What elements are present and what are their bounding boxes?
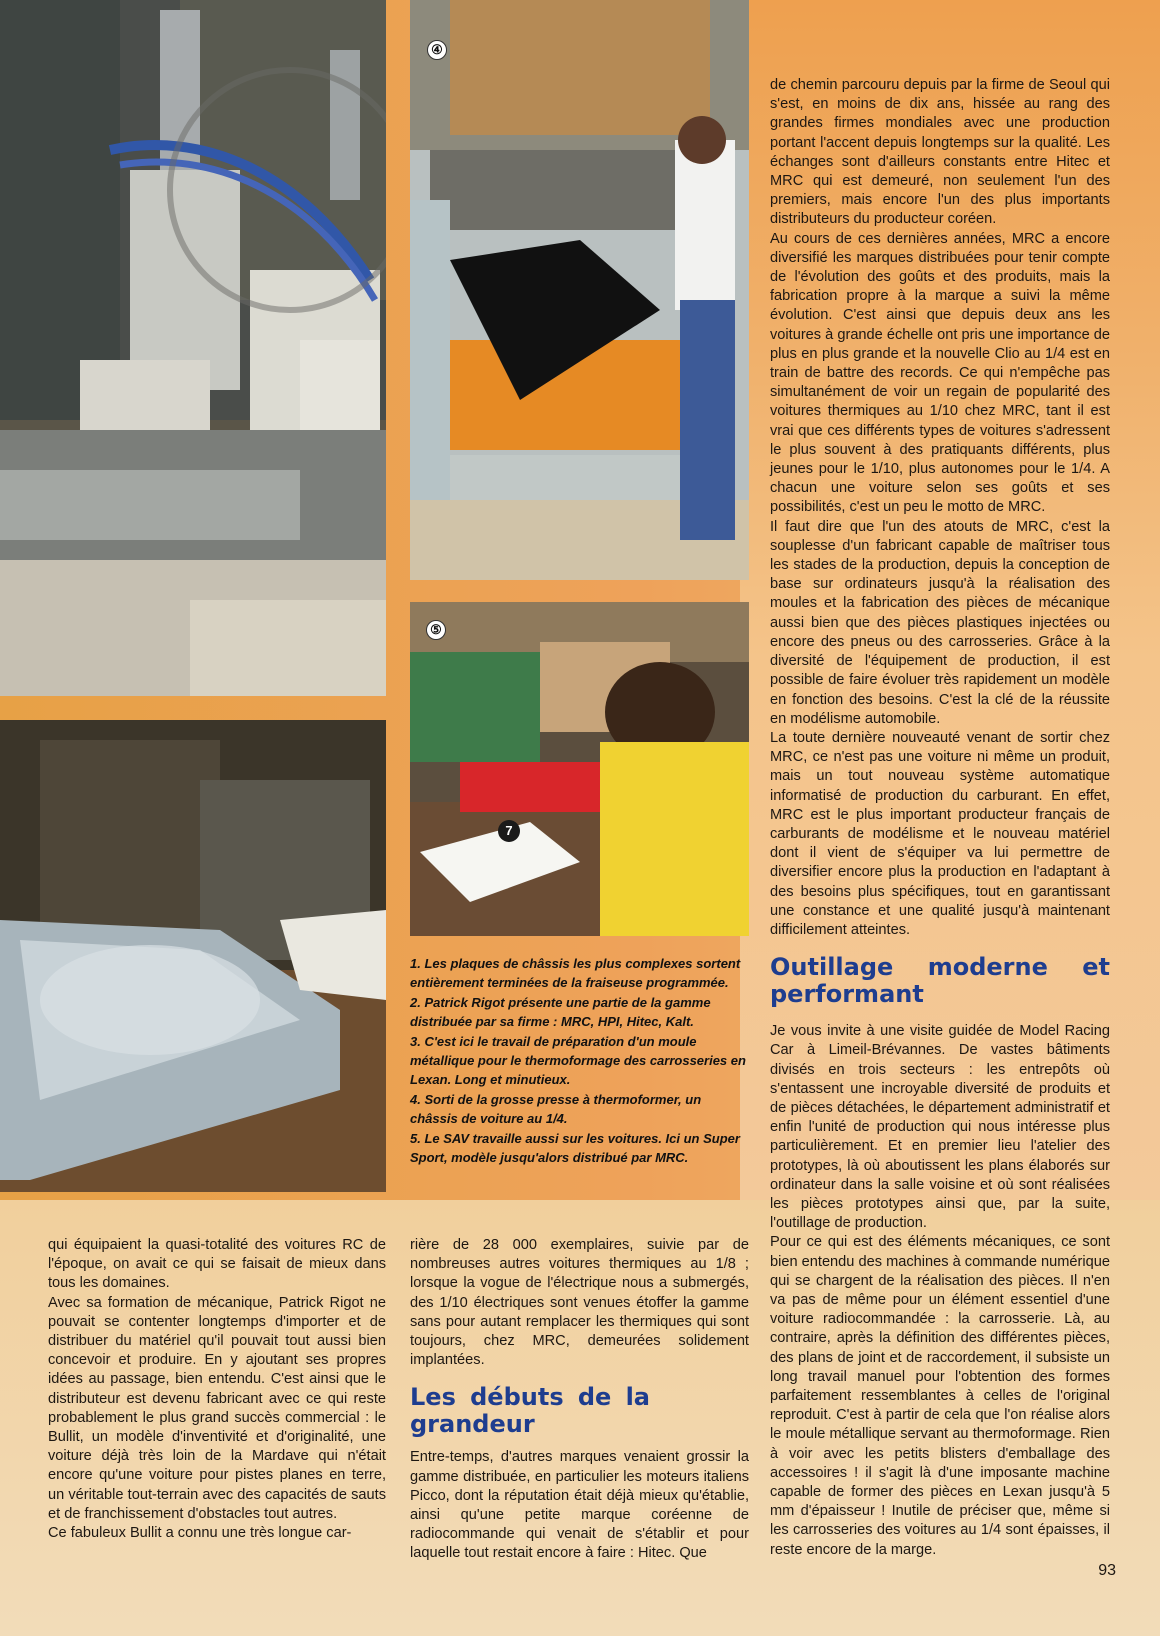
photo-metal-mould	[0, 720, 386, 1192]
paragraph: Pour ce qui est des éléments mécaniques, ce sont bien entendu des machines à commande numérique qui se chargent de la réalisation des pièces. Il n'en va pas de même pour un élément essentiel d'une voiture radiocommandée : la carrosserie. Là, au contraire, après la définition des différentes pièces, des plans de joint et de raccordement, il subsiste un long travail manuel pour l'obtention des formes parfaitement ressemblantes à celles de l'original reproduit. C'est à partir de cela que l'on réalise alors le moule métallique servant au thermoformage. Rien à voir avec les petits blisters d'emballage des accessoires ! il s'agit là d'une imposante machine capable de former des pièces en Lexan jusqu'à 5 mm d'épaisseur ! Inutile de préciser que, même si les carrosseries des voitures au 1/4 sont épaisses, il reste encore de la marge.	[770, 1234, 1110, 1558]
page-number: 93	[1098, 1562, 1116, 1579]
section-heading-outillage: Outillage moderne et performant	[770, 953, 1110, 1009]
caption-1: 1. Les plaques de châssis les plus complexes sortent entièrement terminées de la fraiseuse programmée.	[410, 956, 741, 991]
paragraph: de chemin parcouru depuis par la firme de Seoul qui s'est, en moins de dix ans, hissée au rang des grandes firmes mondiales avec une production portant l'accent depuis longtemps sur la qualité. Les échanges sont d'ailleurs constants entre Hitec et MRC qui est demeuré, non seulement l'un des premiers, mais encore l'un des plus importants distributeurs du producteur coréen.	[770, 77, 1110, 228]
photo-milling-machine	[0, 0, 386, 696]
caption-5: 5. Le SAV travaille aussi sur les voitures. Ici un Super Sport, modèle jusqu'alors distribué par MRC.	[410, 1130, 740, 1166]
section-heading-debuts: Les débuts de la grandeur	[410, 1383, 650, 1439]
paragraph: Entre-temps, d'autres marques venaient grossir la gamme distribuée, en particulier les moteurs italiens Picco, dont la réputation était déjà mieux qu'établie, ainsi qu'une petite marque coréenne de radiocommande qui venait de s'établir et pour laquelle tout restait encore à faire : Hitec. Que	[410, 1449, 749, 1562]
middle-column-text	[410, 1236, 749, 1564]
photo-number-5: ⑤	[426, 620, 446, 640]
paragraph: Il faut dire que l'un des atouts de MRC, c'est la souplesse d'un fabricant capable de maîtriser tous les stades de la production, depuis la conception de base sur ordinateurs jusqu'à la réalisation des moules et la fabrication des pièces de mécanique aussi bien que des pièces plastiques injectées ou encore des pneus ou des carrosseries. Grâce à la diversité de l'équipement de production, il est possible de faire évoluer très rapidement un modèle en fonction des besoins. C'est la clé de la réussite en modélisme automobile.	[770, 518, 1110, 727]
paragraph: rière de 28 000 exemplaires, suivie par de nombreuses autres voitures thermiques au 1/8 ; lorsque la vogue de l'électrique nous a submergés, des 1/10 électriques sont venues étoffer la gamme sans pour autant remplacer les thermiques qui sont toujours, chez MRC, demeurées solidement implantées.	[410, 1237, 749, 1369]
caption-4: 4. Sorti de la grosse presse à thermoformer, un châssis de voiture au 1/4.	[410, 1091, 702, 1127]
photo-number-4: ④	[427, 40, 447, 60]
car-number-7: 7	[498, 820, 520, 842]
paragraph: La toute dernière nouveauté venant de sortir chez MRC, ce n'est pas une voiture ni même un produit, mais un tout nouveau système automatique informatisé de production du carburant. En effet, MRC est le plus important producteur français de carburants de modélisme et le nouveau matériel dont il vient de s'équiper va lui permettre de diversifier encore plus la production en l'adaptant à des besoins plus spécifiques, tout en garantissant une constance et une qualité jusqu'à maintenant difficilement atteintes.	[770, 729, 1110, 938]
left-column-text	[48, 1236, 386, 1543]
paragraph: Au cours de ces dernières années, MRC a encore diversifié les marques distribuées pour tenir compte de l'évolution des goûts et des produits, mais la fabrication propre à la marque a suivi la même évolution. C'est ainsi que depuis deux ans les voitures à grande échelle ont pris une importance de plus en plus grande et la nouvelle Clio au 1/4 est en train de battre des records. Ce qui n'empêche pas simultanément de voir un regain de popularité des voitures thermiques au 1/10 chez MRC, tant il est vrai que ces différents types de voitures s'adressent le plus souvent à des pratiquants différents, plus jeunes pour le 1/10, plus autonomes pour le 1/4. A chacun une voiture selon ses goûts et ses possibilités, c'est un peu le motto de MRC.	[770, 230, 1110, 516]
paragraph: qui équipaient la quasi-totalité des voitures RC de l'époque, on avait ce qui se faisait de mieux dans tous les domaines.	[48, 1237, 386, 1292]
caption-2: 2. Patrick Rigot présente une partie de la gamme distribuée par sa firme : MRC, HPI, Hitec, Kalt.	[410, 994, 711, 1030]
paragraph: Ce fabuleux Bullit a connu une très longue car-	[48, 1525, 352, 1542]
photo-thermoforming-press	[410, 0, 749, 580]
paragraph: Je vous invite à une visite guidée de Model Racing Car à Limeil-Brévannes. De vastes bâtiments divisés en trois secteurs : les entrepôts où s'entassent une incroyable diversité de produits et de pièces détachées, le département administratif et enfin l'unité de production qui nous intéresse plus particulièrement. Et en premier lieu l'atelier des prototypes, là où aboutissent les plans élaborés sur ordinateur dans la salle voisine et où sont réalisées les pièces prototypes ainsi que, par la suite, l'outillage de production.	[770, 1023, 1110, 1232]
photo-captions	[410, 954, 750, 1167]
right-column-text	[770, 76, 1110, 1560]
photo-repair-workshop	[410, 602, 749, 936]
paragraph: Avec sa formation de mécanique, Patrick Rigot ne pouvait se contenter longtemps d'importer et de distribuer du matériel qu'il pouvait tout aussi bien concevoir et produire. En y ajoutant ses propres idées au passage, bien entendu. C'est ainsi que le distributeur est devenu fabricant avec ce qui reste probablement le plus grand succès commercial : le Bullit, un modèle d'inventivité et d'originalité, une voiture déjà très loin de la Mardave qui n'était encore qu'une voiture pour pistes planes en terre, un véritable tout-terrain avec des capacités de sauts et de franchissement d'obstacles tout autres.	[48, 1294, 386, 1522]
caption-3: 3. C'est ici le travail de préparation d'un moule métallique pour le thermoformage des carrosseries en Lexan. Long et minutieux.	[410, 1033, 746, 1088]
